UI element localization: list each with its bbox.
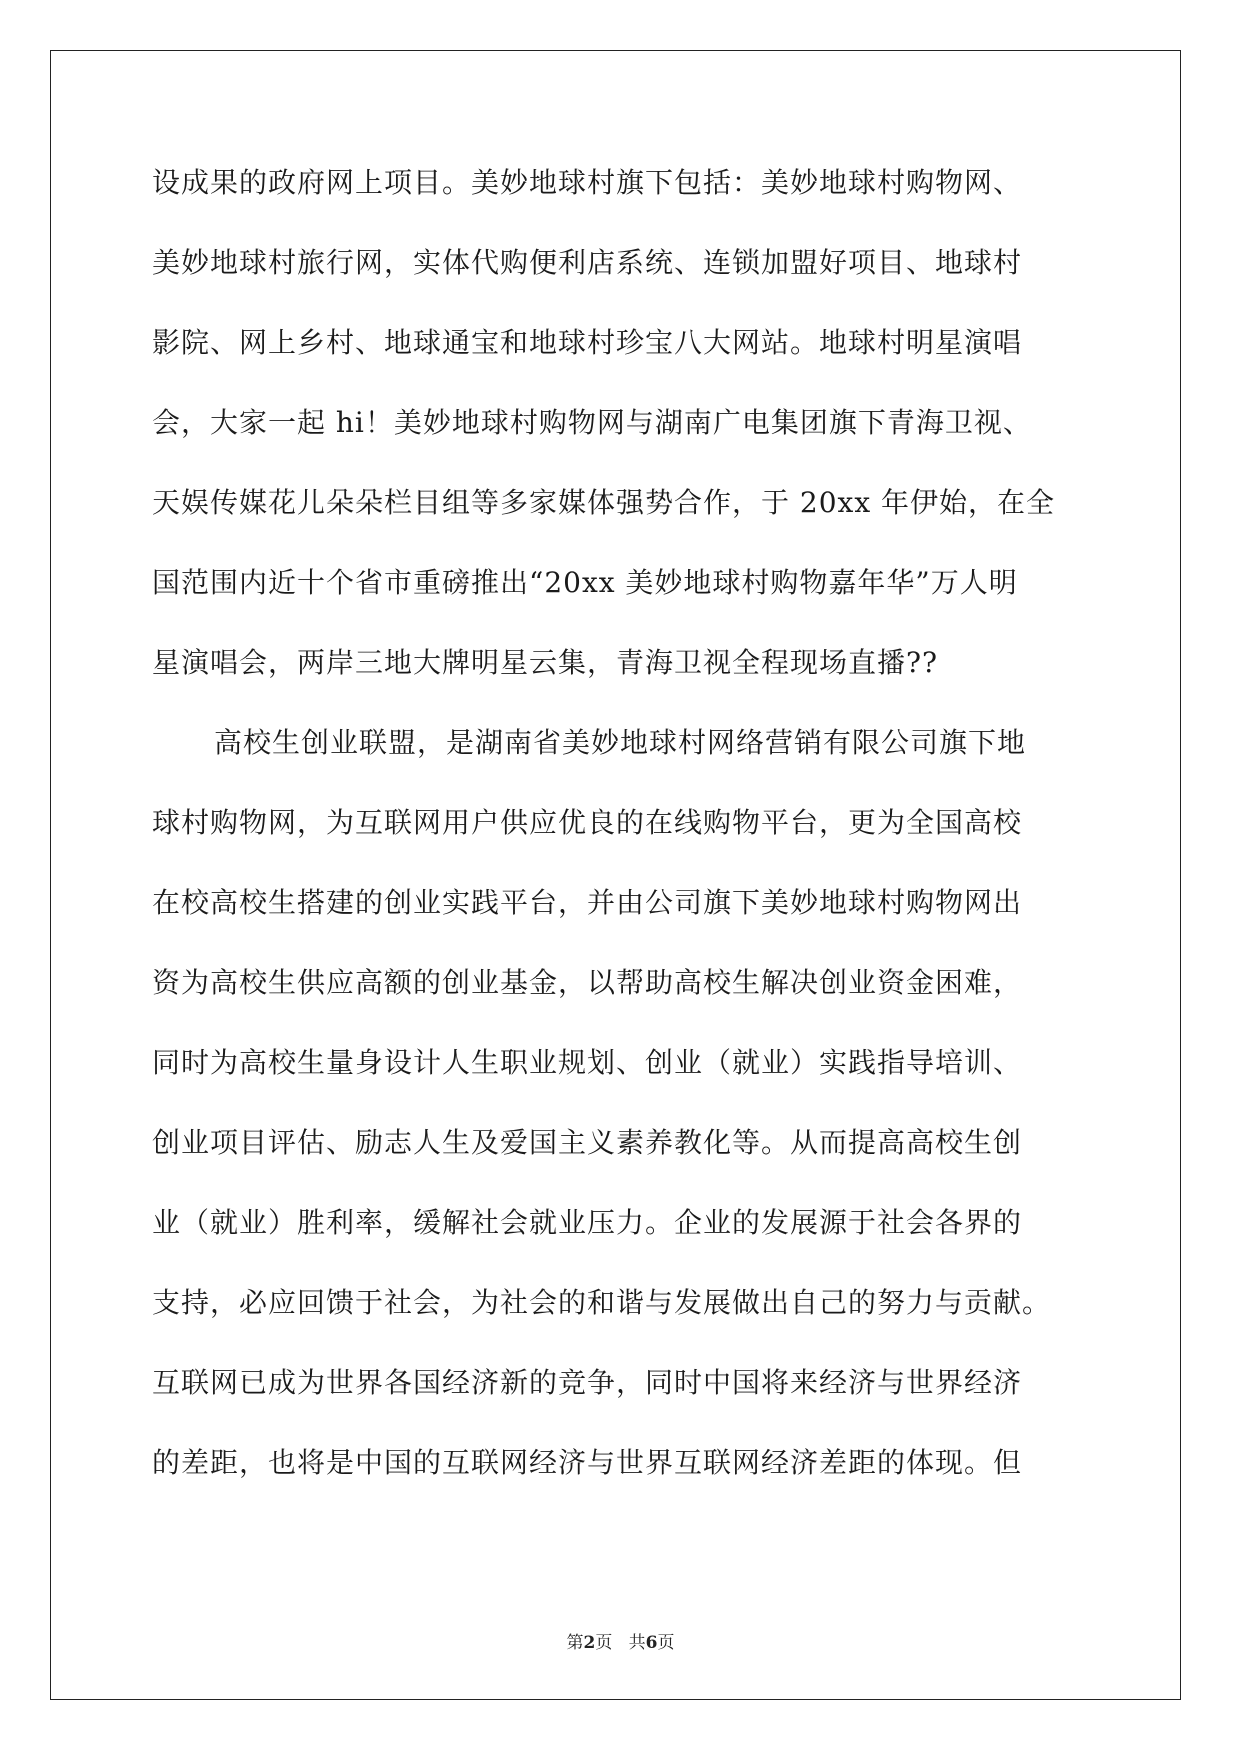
text-line: 创业项目评估、励志人生及爱国主义素养教化等。从而提高高校生创 xyxy=(152,1126,1023,1159)
footer-total-prefix: 共 xyxy=(628,1633,646,1653)
page-footer xyxy=(0,1628,1241,1653)
text-line: 资为高校生供应高额的创业基金，以帮助高校生解决创业资金困难， xyxy=(152,966,1023,999)
total-pages-number: 6 xyxy=(645,1633,658,1653)
text-line: 影院、网上乡村、地球通宝和地球村珍宝八大网站。地球村明星演唱 xyxy=(152,326,1023,359)
text-line: 会，大家一起 hi！美妙地球村购物网与湖南广电集团旗下青海卫视、 xyxy=(152,406,1032,439)
text-line: 星演唱会，两岸三地大牌明星云集，青海卫视全程现场直播?? xyxy=(152,646,939,679)
document-body xyxy=(152,163,1092,1523)
text-line: 球村购物网，为互联网用户供应优良的在线购物平台，更为全国高校 xyxy=(152,806,1023,839)
text-line: 美妙地球村旅行网，实体代购便利店系统、连锁加盟好项目、地球村 xyxy=(152,246,1023,279)
text-line: 国范围内近十个省市重磅推出“20xx 美妙地球村购物嘉年华”万人明 xyxy=(152,566,1018,599)
text-line: 在校高校生搭建的创业实践平台，并由公司旗下美妙地球村购物网出 xyxy=(152,886,1023,919)
text-line: 同时为高校生量身设计人生职业规划、创业（就业）实践指导培训、 xyxy=(152,1046,1023,1079)
text-line: 的差距，也将是中国的互联网经济与世界互联网经济差距的体现。但 xyxy=(152,1446,1023,1479)
text-line: 互联网已成为世界各国经济新的竞争，同时中国将来经济与世界经济 xyxy=(152,1366,1023,1399)
text-line: 设成果的政府网上项目。美妙地球村旗下包括：美妙地球村购物网、 xyxy=(152,166,1023,199)
text-line: 支持，必应回馈于社会，为社会的和谐与发展做出自己的努力与贡献。 xyxy=(152,1286,1052,1319)
paragraph-2 xyxy=(152,723,1092,1523)
footer-total-suffix: 页 xyxy=(657,1633,675,1653)
footer-page-suffix: 页 xyxy=(595,1633,613,1653)
text-line: 高校生创业联盟，是湖南省美妙地球村网络营销有限公司旗下地 xyxy=(214,726,1027,759)
text-line: 业（就业）胜利率，缓解社会就业压力。企业的发展源于社会各界的 xyxy=(152,1206,1023,1239)
current-page-number: 2 xyxy=(583,1633,596,1653)
text-line: 天娱传媒花儿朵朵栏目组等多家媒体强势合作，于 20xx 年伊始，在全 xyxy=(152,486,1056,519)
footer-prefix: 第 xyxy=(566,1633,584,1653)
paragraph-1 xyxy=(152,163,1092,723)
